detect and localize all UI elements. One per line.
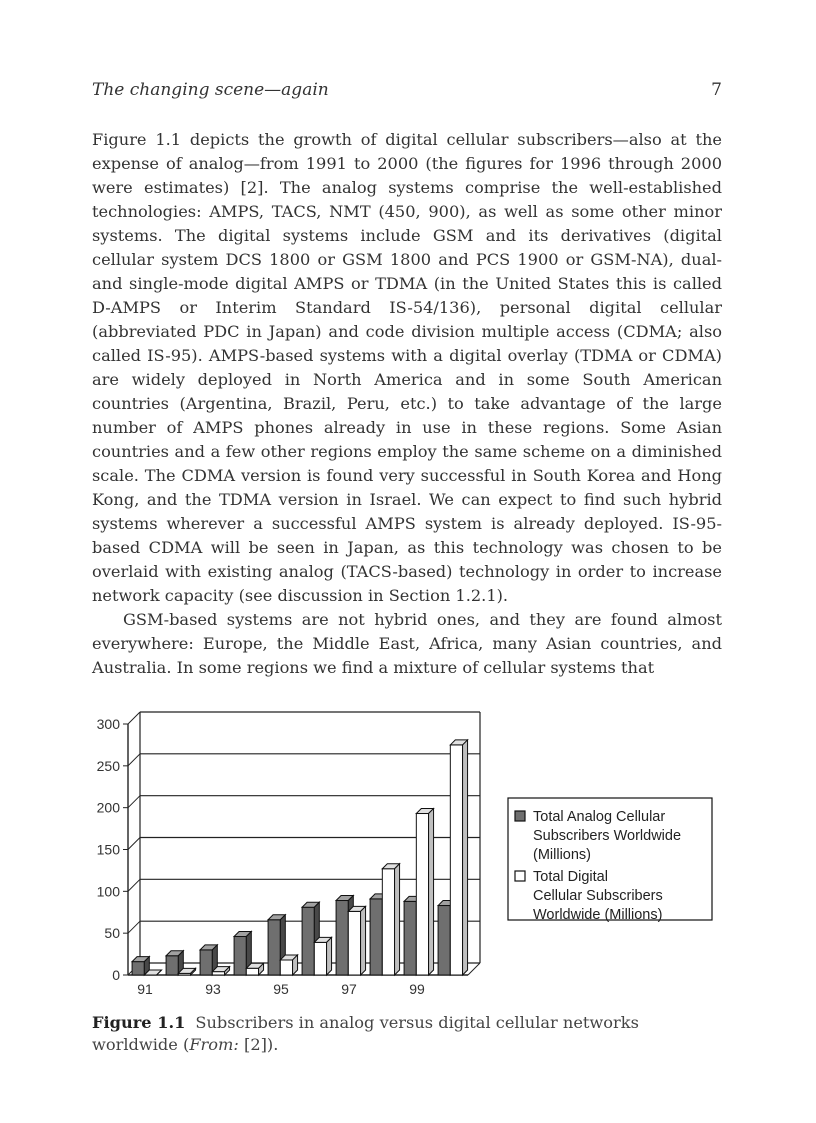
- legend-label: Total Analog Cellular Subscribers Worldwide (Millions): [533, 809, 682, 863]
- y-tick-label: 200: [96, 799, 120, 816]
- x-tick-label: 95: [273, 981, 289, 997]
- paragraph: GSM-based systems are not hybrid ones, and they are found almost everywhere: Europe, the Middle East, Africa, many Asian countries, and Australia. In some regions we find a mixture of cellular systems that: [92, 610, 722, 677]
- y-tick-label: 0: [112, 967, 120, 983]
- x-tick-label: 91: [137, 981, 153, 997]
- analog-bar-front: [132, 962, 144, 975]
- caption-source-ref: [2]).: [238, 1035, 279, 1054]
- digital-bar-front: [348, 911, 360, 975]
- digital-bar-front: [314, 942, 326, 975]
- digital-bar: [280, 955, 297, 975]
- page-number: 7: [711, 80, 722, 100]
- side-wall-grid: [128, 838, 140, 850]
- analog-bar-front: [438, 906, 450, 975]
- analog-bar-front: [234, 937, 246, 975]
- legend-swatch: [515, 811, 525, 821]
- digital-bar-side: [463, 740, 468, 975]
- legend-swatch: [515, 871, 525, 881]
- digital-bar-side: [327, 937, 332, 975]
- digital-bar-front: [416, 814, 428, 975]
- body-text: [92, 128, 722, 680]
- digital-bar-front: [246, 968, 258, 975]
- y-tick-label: 250: [96, 757, 120, 774]
- y-tick-label: 150: [96, 841, 120, 858]
- analog-bar-front: [404, 901, 416, 975]
- digital-bar: [416, 809, 433, 975]
- digital-bar-side: [429, 809, 434, 975]
- floor-right-edge: [468, 963, 480, 975]
- side-wall-grid: [128, 921, 140, 933]
- side-wall-grid: [128, 879, 140, 891]
- x-tick-label: 97: [341, 981, 357, 997]
- figure-label: Figure 1.1: [92, 1013, 186, 1032]
- running-title: The changing scene—again: [92, 80, 329, 100]
- caption-text: Subscribers in analog versus digital cellular networks worldwide (: [92, 1013, 639, 1054]
- digital-bar-side: [395, 864, 400, 975]
- figure-caption: [92, 1012, 722, 1056]
- legend-label: Total Digital Cellular Subscribers Worldwide (Millions): [533, 869, 663, 923]
- digital-bar-front: [382, 869, 394, 975]
- analog-bar-front: [336, 901, 348, 975]
- y-tick-label: 100: [96, 883, 120, 900]
- analog-bar-front: [200, 950, 212, 975]
- running-head: [92, 80, 722, 102]
- subscribers-chart: [88, 710, 728, 1010]
- side-wall-grid: [128, 712, 140, 724]
- x-tick-label: 99: [409, 981, 425, 997]
- y-tick-label: 50: [104, 925, 120, 942]
- digital-bar-front: [280, 960, 292, 975]
- digital-bar-front: [450, 745, 462, 975]
- analog-bar-front: [302, 907, 314, 975]
- digital-bar: [246, 963, 263, 975]
- analog-bar-front: [166, 956, 178, 975]
- digital-bar-front: [212, 972, 224, 975]
- digital-bar-side: [361, 906, 366, 975]
- caption-source-label: From:: [189, 1035, 239, 1054]
- y-tick-label: 300: [96, 716, 120, 732]
- digital-bar: [382, 864, 399, 975]
- digital-bar: [314, 937, 331, 975]
- digital-bar: [348, 906, 365, 975]
- side-wall-grid: [128, 754, 140, 766]
- analog-bar-front: [268, 920, 280, 975]
- digital-bar: [450, 740, 467, 975]
- side-wall-grid: [128, 796, 140, 808]
- x-tick-label: 93: [205, 981, 221, 997]
- paragraph: Figure 1.1 depicts the growth of digital cellular subscribers—also at the expense of analog—from 1991 to 2000 (the figures for 1996 through 2000 were estimates) [2]. The analog systems comprise the well-established technologies: AMPS, TACS, NMT (450, 900), as well as some other minor systems. The digital systems include GSM and its derivatives (digital cellular system DCS 1800 or GSM 1800 and PCS 1900 or GSM-NA), dual- and single-mode digital AMPS or TDMA (in the United States this is called D-AMPS or Interim Standard IS-54/136), personal digital cellular (abbreviated PDC in Japan) and code division multiple access (CDMA; also called IS-95). AMPS-based systems with a digital overlay (TDMA or CDMA) are widely deployed in North America and in some South American countries (Argentina, Brazil, Peru, etc.) to take advantage of the large number of AMPS phones already in use in these regions. Some Asian countries and a few other regions employ the same scheme on a diminished scale. The CDMA version is found very successful in South Korea and Hong Kong, and the TDMA version in Israel. We can expect to find such hybrid systems wherever a successful AMPS system is already deployed. IS-95-based CDMA will be seen in Japan, as this technology was chosen to be overlaid with existing analog (TACS-based) technology in order to increase network capacity (see discussion in Section 1.2.1).: [92, 130, 722, 605]
- analog-bar-front: [370, 899, 382, 975]
